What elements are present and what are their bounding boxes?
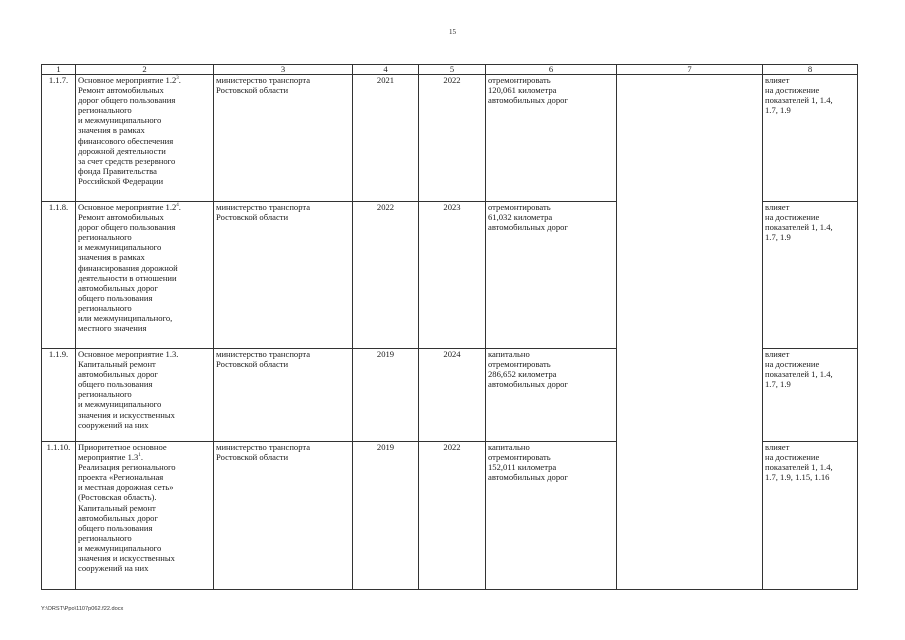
column-header: 4 (353, 65, 419, 75)
row-number: 1.1.8. (42, 202, 76, 349)
event-name: Основное мероприятие $1.2^3$. Ремонт автомобильных дорог общего пользования регионального и межмуниципального значения в рамках финансового обеспечения дорожной деятельности за счет средств резервного фонда Правительства Российской Федерации (76, 75, 214, 202)
column-header: 1 (42, 65, 76, 75)
column-header: 6 (486, 65, 617, 75)
executor: министерство транспорта Ростовской области (214, 202, 353, 349)
indicator-effect: влияет на достижение показателей 1, 1.4, 1.7, 1.9 (763, 75, 858, 202)
start-year: 2019 (353, 349, 419, 442)
column-7-cell (617, 75, 763, 590)
end-year: 2023 (419, 202, 486, 349)
end-year: 2022 (419, 75, 486, 202)
executor: министерство транспорта Ростовской области (214, 349, 353, 442)
footer-file-path: Y:\ORST\Ppo\1107p062.f22.docx (41, 606, 124, 612)
column-header: 7 (617, 65, 763, 75)
row-number: 1.1.7. (42, 75, 76, 202)
table-header-row (42, 65, 858, 75)
table-row (42, 75, 858, 202)
event-name: Основное мероприятие $1.2^4$. Ремонт автомобильных дорог общего пользования регионального и межмуниципального значения в рамках финансирования дорожной деятельности в отношении автомобильных дорог общего пользования регионального или межмуниципального, местного значения (76, 202, 214, 349)
indicator-effect: влияет на достижение показателей 1, 1.4, 1.7, 1.9 (763, 202, 858, 349)
indicator-effect: влияет на достижение показателей 1, 1.4, 1.7, 1.9, 1.15, 1.16 (763, 442, 858, 590)
row-number: 1.1.9. (42, 349, 76, 442)
expected-result: отремонтировать 61,032 километра автомобильных дорог (486, 202, 617, 349)
executor: министерство транспорта Ростовской области (214, 75, 353, 202)
end-year: 2024 (419, 349, 486, 442)
expected-result: капитально отремонтировать 152,011 километра автомобильных дорог (486, 442, 617, 590)
expected-result: отремонтировать 120,061 километра автомобильных дорог (486, 75, 617, 202)
event-name: Приоритетное основное мероприятие $1.3^1$. Реализация регионального проекта «Региональная и местная дорожная сеть» (Ростовская область). Капитальный ремонт автомобильных дорог общего пользования регионального и межмуниципального значения и искусственных сооружений на них (76, 442, 214, 590)
end-year: 2022 (419, 442, 486, 590)
column-header: 2 (76, 65, 214, 75)
column-header: 5 (419, 65, 486, 75)
start-year: 2019 (353, 442, 419, 590)
start-year: 2021 (353, 75, 419, 202)
page-number: 15 (449, 28, 456, 36)
executor: министерство транспорта Ростовской области (214, 442, 353, 590)
column-header: 3 (214, 65, 353, 75)
column-header: 8 (763, 65, 858, 75)
row-number: 1.1.10. (42, 442, 76, 590)
expected-result: капитально отремонтировать 286,652 километра автомобильных дорог (486, 349, 617, 442)
program-events-table (41, 64, 858, 590)
event-name: Основное мероприятие 1.3. Капитальный ремонт автомобильных дорог общего пользования регионального и межмуниципального значения и искусственных сооружений на них (76, 349, 214, 442)
start-year: 2022 (353, 202, 419, 349)
indicator-effect: влияет на достижение показателей 1, 1.4, 1.7, 1.9 (763, 349, 858, 442)
